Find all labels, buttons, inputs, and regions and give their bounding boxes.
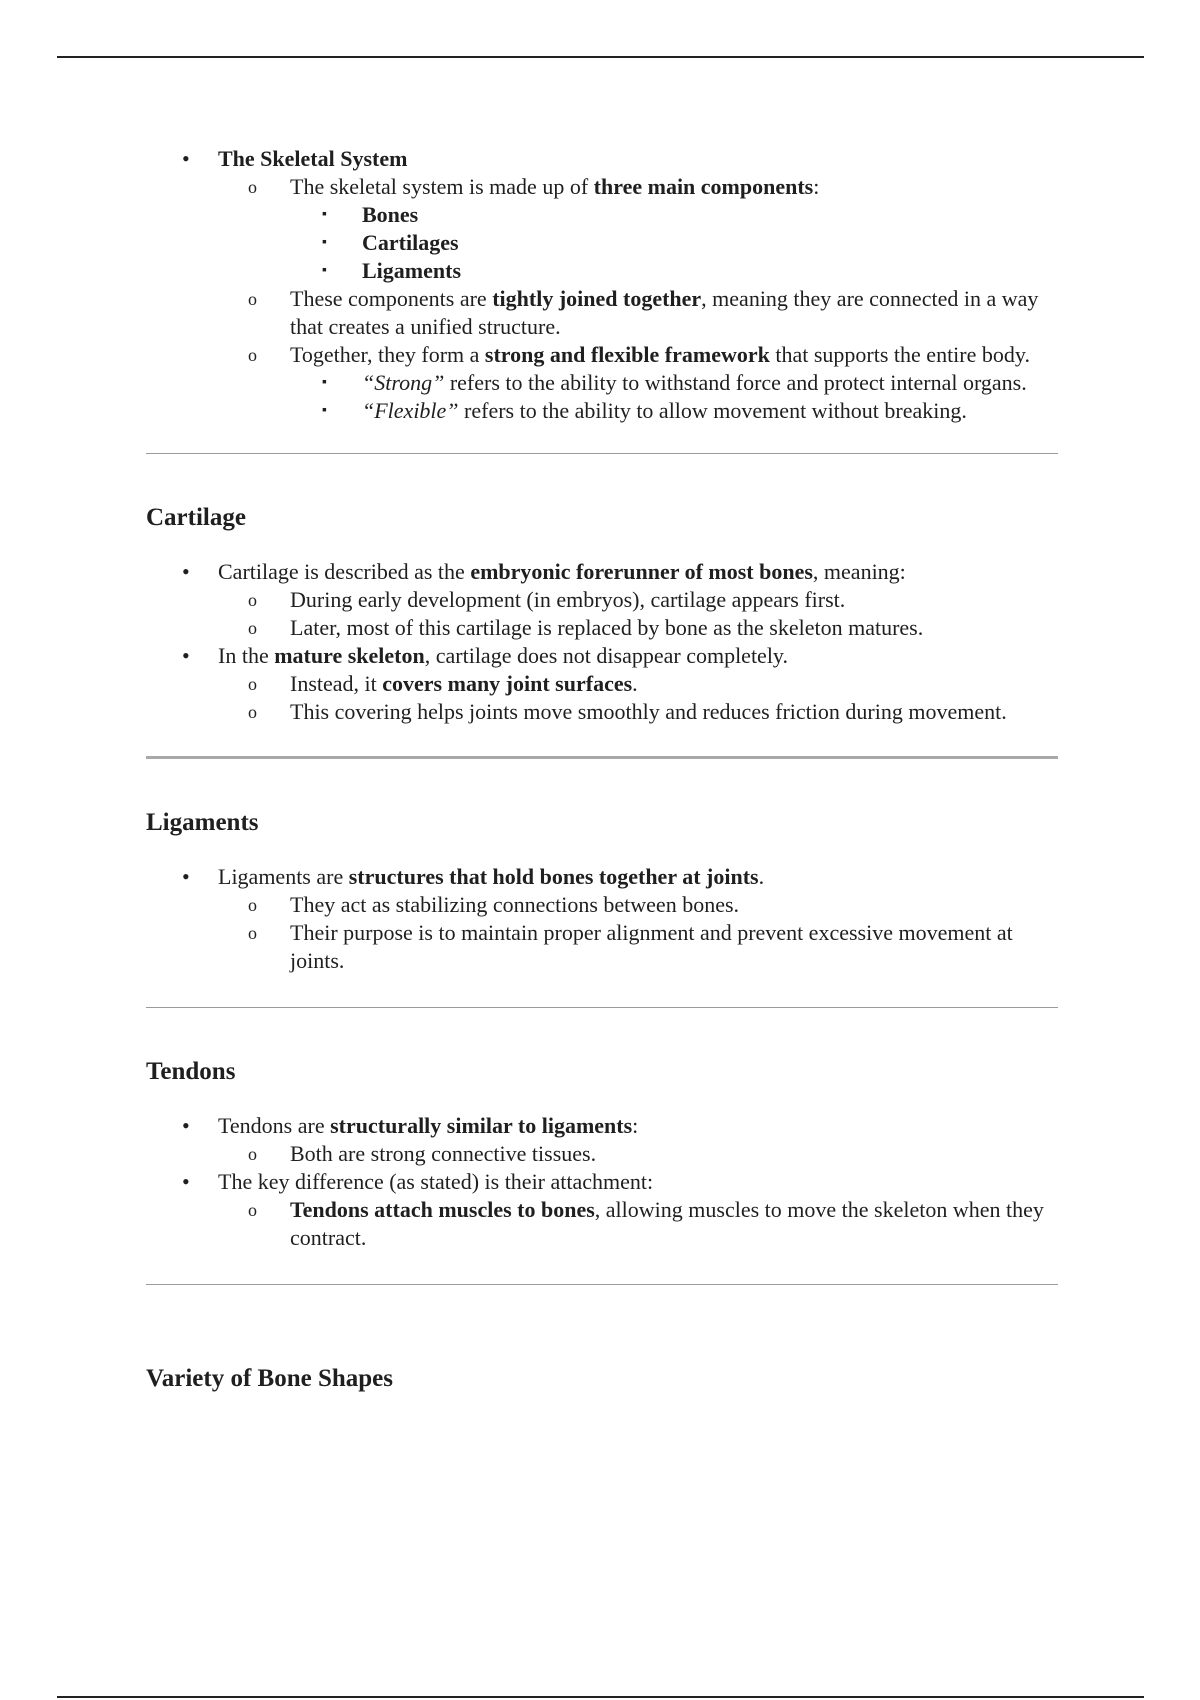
text: Their purpose is to maintain proper alignment and prevent excessive movement at joints. [290,920,1013,973]
text: Cartilage is described as the [218,559,471,584]
bullet-icon: • [182,643,190,668]
ligaments-list [146,863,1058,975]
circle-bullet-icon: o [248,618,257,638]
list-item [218,586,1058,614]
circle-bullet-icon: o [248,674,257,694]
circle-bullet-icon: o [248,345,257,365]
section-divider [146,453,1058,454]
list-item [218,173,1058,285]
bold-text: mature skeleton [274,643,425,668]
list-item [146,1112,1058,1168]
circle-bullet-icon: o [248,923,257,943]
square-bullet-icon: ▪ [322,263,327,278]
definitions-list [290,369,1058,425]
cartilage-list [146,558,1058,726]
cartilage-sublist [218,670,1058,726]
list-item [218,891,1058,919]
section-title-tendons: Tendons [146,1058,236,1085]
tendons-sublist [218,1140,1058,1168]
page-top-rule [57,56,1144,58]
skeletal-system-sublist [218,173,1058,425]
italic-term: “Flexible” [362,398,459,423]
list-item [146,642,1058,726]
text: that supports the entire body. [769,342,1030,367]
list-item [290,397,1058,425]
list-item [218,1196,1058,1252]
list-item [218,285,1058,341]
section-divider [146,756,1058,759]
circle-bullet-icon: o [248,1200,257,1220]
circle-bullet-icon: o [248,895,257,915]
list-item [218,670,1058,698]
text: During early development (in embryos), cartilage appears first. [290,587,846,612]
text: Instead, it [290,671,383,696]
components-list [290,201,1058,285]
bold-text: embryonic forerunner of most bones [470,559,813,584]
text: refers to the ability to withstand force and protect internal organs. [444,370,1027,395]
section-title-cartilage: Cartilage [146,504,246,531]
circle-bullet-icon: o [248,1144,257,1164]
component-bones: Bones [362,202,419,227]
text: Ligaments are [218,864,349,889]
text: The skeletal system is made up of [290,174,594,199]
skeletal-system-list [146,145,1058,425]
text: In the [218,643,275,668]
list-item [290,257,1058,285]
text: These components are [290,286,493,311]
document-body [146,145,1058,1395]
square-bullet-icon: ▪ [322,235,327,250]
text: This covering helps joints move smoothly and reduces friction during movement. [290,699,1007,724]
bullet-icon: • [182,1113,190,1138]
circle-bullet-icon: o [248,590,257,610]
text: , allowing muscles to move the skeleton when they contract. [290,1197,1044,1250]
text: They act as stabilizing connections between bones. [290,892,740,917]
bold-text: tightly joined together [492,286,702,311]
component-cartilages: Cartilages [362,230,459,255]
bullet-icon: • [182,864,190,889]
section-title-ligaments: Ligaments [146,809,259,836]
section-divider [146,1284,1058,1285]
tendons-sublist [218,1196,1058,1252]
skeletal-system-heading: The Skeletal System [218,146,408,171]
list-item [218,614,1058,642]
bold-text: strong and flexible framework [484,342,770,367]
text: : [632,1113,639,1138]
list-item [218,341,1058,425]
section-divider [146,1007,1058,1008]
text: , meaning: [812,559,906,584]
text: refers to the ability to allow movement without breaking. [458,398,967,423]
list-item [290,201,1058,229]
bold-text: covers many joint surfaces [382,671,633,696]
square-bullet-icon: ▪ [322,207,327,222]
list-item [290,229,1058,257]
section-title-bone-shapes: Variety of Bone Shapes [146,1365,394,1392]
text: . [758,864,765,889]
text: Tendons are [218,1113,331,1138]
bold-text: structures that hold bones together at joints [348,864,759,889]
bullet-icon: • [182,146,190,171]
bold-text: Tendons attach muscles to bones [290,1197,595,1222]
list-item [146,863,1058,975]
text: . [632,671,638,696]
bullet-icon: • [182,1169,190,1194]
component-ligaments: Ligaments [362,258,461,283]
list-item [218,698,1058,726]
text: , meaning they are connected in a way that creates a unified structure. [290,286,1039,339]
list-item [218,919,1058,975]
circle-bullet-icon: o [248,702,257,722]
page-bottom-rule [57,1696,1144,1698]
ligaments-sublist [218,891,1058,975]
text: Later, most of this cartilage is replaced by bone as the skeleton matures. [290,615,924,640]
text: Both are strong connective tissues. [290,1141,597,1166]
list-item [146,558,1058,642]
list-item [290,369,1058,397]
bold-text: structurally similar to ligaments [330,1113,633,1138]
tendons-list [146,1112,1058,1252]
bullet-icon: • [182,559,190,584]
list-item [146,1168,1058,1252]
text: : [813,174,820,199]
cartilage-sublist [218,586,1058,642]
square-bullet-icon: ▪ [322,375,327,390]
text: The key difference (as stated) is their attachment: [218,1169,654,1194]
bold-text: three main components [593,174,814,199]
text: , cartilage does not disappear completely. [424,643,789,668]
italic-term: “Strong” [362,370,445,395]
square-bullet-icon: ▪ [322,403,327,418]
circle-bullet-icon: o [248,289,257,309]
circle-bullet-icon: o [248,177,257,197]
list-item [218,1140,1058,1168]
text: Together, they form a [290,342,485,367]
list-item [146,145,1058,425]
